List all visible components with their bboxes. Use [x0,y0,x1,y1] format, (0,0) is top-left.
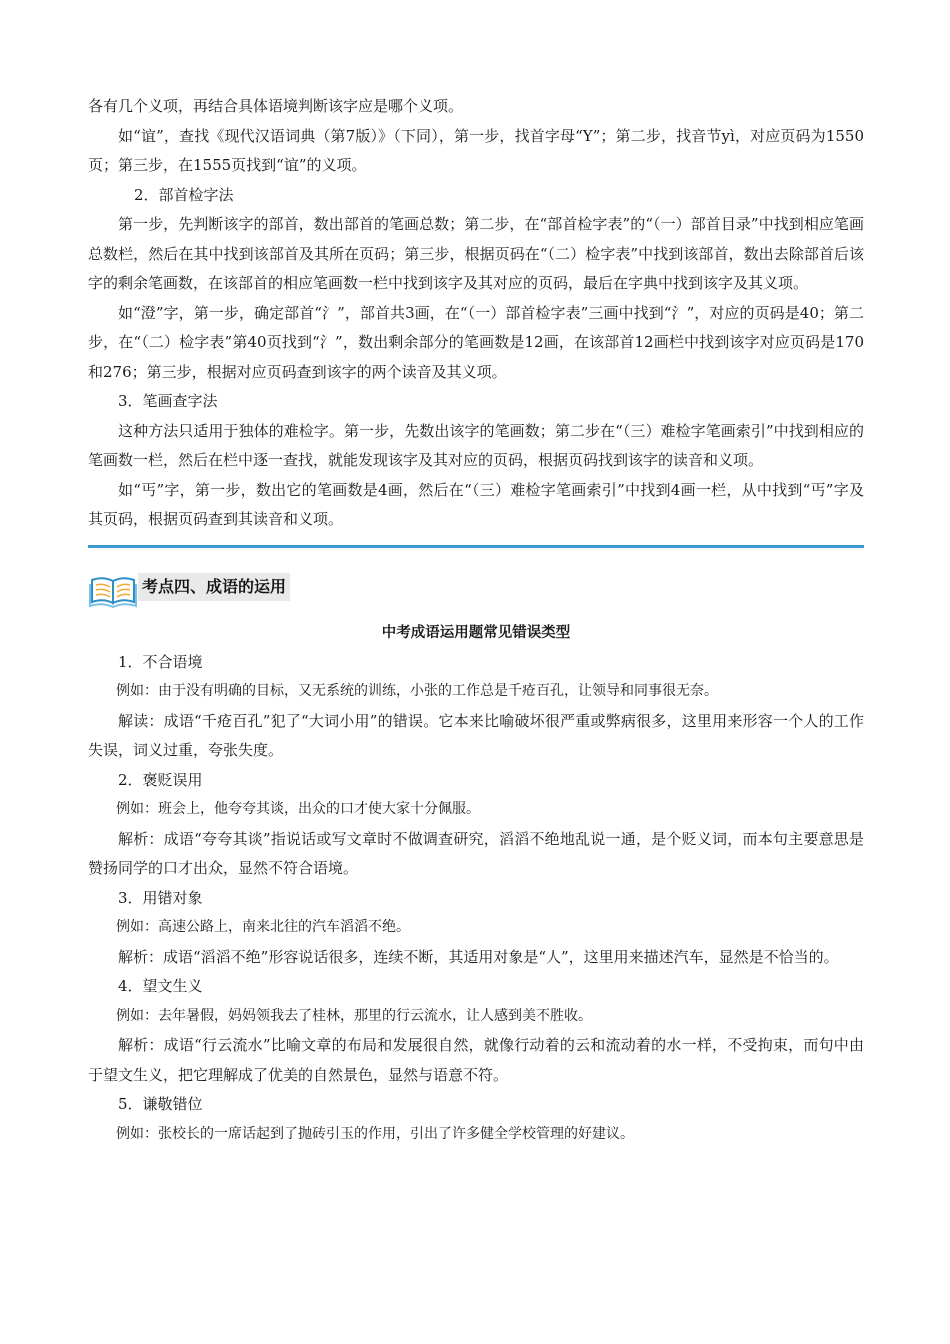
section-header [88,570,864,616]
paragraph-stroke-example: 如“丐”字，第一步，数出它的笔画数是4画，然后在“（三）难检字笔画索引”中找到4画一栏，从中找到“丐”字及其页码，根据页码查到其读音和义项。 [88,480,864,528]
paragraph-continuation: 各有几个义项，再结合具体语境判断该字应是哪个义项。 [88,97,464,115]
heading-radical-method: 2．部首检字法 [134,185,234,204]
paragraph-radical-example: 如“澄”字，第一步，确定部首“氵”，部首共3画，在“（一）部首检字表”三画中找到“氵”，对应的页码是40；第二步，在“（二）检字表”第40页找到“氵”，数出剩余部分的笔画数是12画，在该部首12画栏中找到该字对应页码是170和276；第三步，根据对应页码查到该字的两个读音及其义项。 [88,303,864,381]
paragraph-stroke-steps: 这种方法只适用于独体的难检字。第一步，先数出该字的笔画数；第二步在“（三）难检字笔画索引”中找到相应的笔画数一栏，然后在栏中逐一查找，就能发现该字及其对应的页码，根据页码找到该字的读音和义项。 [88,421,864,469]
item-heading: 5．谦敬错位 [118,1095,203,1113]
item-example: 例如：去年暑假，妈妈领我去了桂林，那里的行云流水，让人感到美不胜收。 [116,1007,592,1024]
item-example: 例如：张校长的一席话起到了抛砖引玉的作用，引出了许多健全学校管理的好建议。 [116,1125,634,1142]
section-title: 考点四、成语的运用 [138,573,290,601]
item-example: 例如：由于没有明确的目标，又无系统的训练，小张的工作总是千疮百孔，让领导和同事很无奈。 [116,683,718,699]
subsection-title: 中考成语运用题常见错误类型 [381,624,571,641]
paragraph-radical-steps: 第一步，先判断该字的部首，数出部首的笔画总数；第二步，在“部首检字表”的“（一）部首目录”中找到相应笔画总数栏，然后在其中找到该部首及其所在页码；第三步，根据页码在“（二）检字表”中找到该部首，数出去除部首后该字的剩余笔画数，在该部首的相应笔画数一栏中找到该字及其对应的页码，最后在字典中找到该字及其义项。 [88,215,864,292]
open-book-icon [88,570,140,610]
item-example: 例如：高速公路上，南来北往的汽车滔滔不绝。 [116,919,410,935]
paragraph-pinyin-example: 如“谊”，查找《现代汉语词典（第7版）》（下同），第一步，找首字母“Y”；第二步，找音节yì，对应页码为1550页；第三步，在1555页找到“谊”的义项。 [88,126,864,174]
item-example: 例如：班会上，他夸夸其谈，出众的口才使大家十分佩服。 [116,801,480,817]
item-heading: 4．望文生义 [118,977,203,995]
item-heading: 2．褒贬误用 [118,770,203,789]
item-explanation: 解析：成语“夸夸其谈”指说话或写文章时不做调查研究，滔滔不绝地乱说一通，是个贬义词，而本句主要意思是赞扬同学的口才出众，显然不符合语境。 [88,829,864,877]
item-explanation: 解析：成语“滔滔不绝”形容说话很多，连续不断，其适用对象是“人”，这里用来描述汽车，显然是不恰当的。 [118,947,839,966]
document-page [88,92,864,1149]
item-heading: 3．用错对象 [118,888,203,907]
item-explanation: 解析：成语“行云流水”比喻文章的布局和发展很自然，就像行动着的云和流动着的水一样，不受拘束，而句中由于望文生义，把它理解成了优美的自然景色，显然与语意不符。 [88,1036,864,1084]
item-heading: 1．不合语境 [118,652,203,671]
heading-stroke-method: 3．笔画查字法 [118,392,218,410]
section-divider [88,545,864,548]
item-explanation: 解读：成语“千疮百孔”犯了“大词小用”的错误。它本来比喻破坏很严重或弊病很多，这里用来形容一个人的工作失误，词义过重，夸张失度。 [88,711,864,759]
